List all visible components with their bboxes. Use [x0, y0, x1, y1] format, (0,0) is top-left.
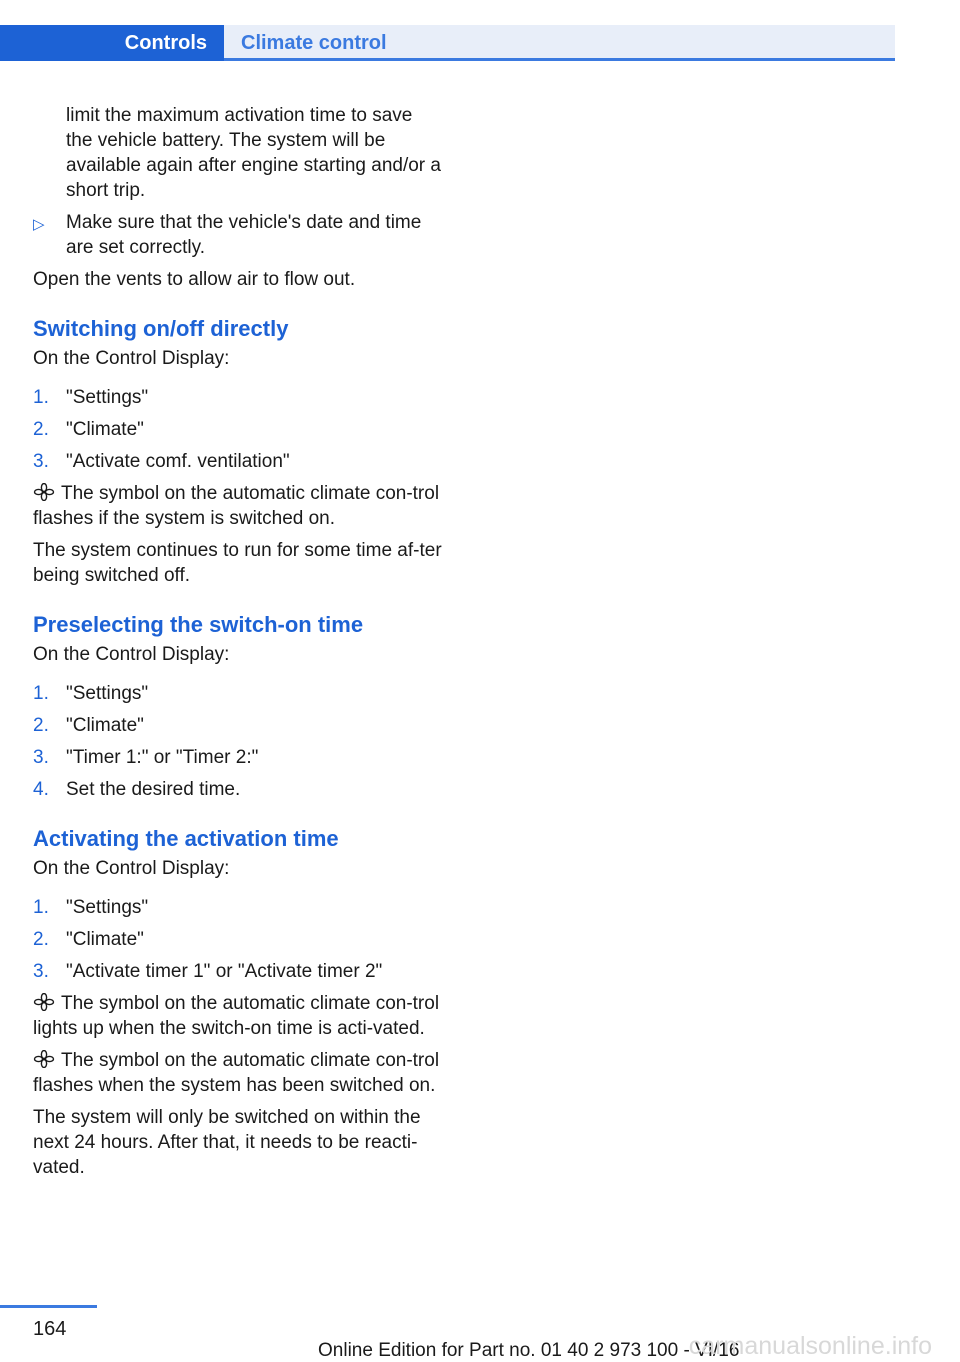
main-content — [33, 103, 443, 1187]
page-number: 164 — [33, 1318, 67, 1340]
icon-paragraph-text: The symbol on the automatic climate con-trol flashes when the system has been switched on. — [33, 1050, 440, 1096]
section-heading-activating: Activating the activation time — [33, 826, 339, 851]
step-number: 1. — [33, 683, 49, 704]
step-text: "Climate" — [66, 715, 144, 736]
section-intro: On the Control Display: — [33, 644, 230, 665]
step-text: "Activate comf. ventilation" — [66, 451, 290, 472]
continued-bullet-text: limit the maximum activation time to save the vehicle battery. The system will be available again after engine starting and/or a short trip. — [66, 105, 441, 201]
step-text: "Climate" — [66, 419, 144, 440]
icon-paragraph-text: The symbol on the automatic climate con-trol lights up when the switch-on time is acti-vated. — [33, 993, 440, 1039]
header-rule — [224, 58, 895, 61]
bullet-text: Make sure that the vehicle's date and time are set correctly. — [66, 212, 422, 258]
footer-rule — [0, 1305, 97, 1308]
fan-icon — [33, 993, 55, 1011]
triangle-right-icon: ▷ — [33, 216, 45, 233]
paragraph-note: The system continues to run for some time af-ter being switched off. — [33, 540, 442, 586]
fan-icon — [33, 1050, 55, 1068]
step-text: "Settings" — [66, 683, 149, 704]
icon-paragraph-text: The symbol on the automatic climate con-trol flashes if the system is switched on. — [33, 483, 440, 529]
step-text: "Settings" — [66, 387, 149, 408]
step-text: "Timer 1:" or "Timer 2:" — [66, 747, 259, 768]
numbered-list — [33, 681, 443, 802]
step-text: Set the desired time. — [66, 779, 241, 800]
bullet-item — [33, 210, 443, 260]
numbered-list — [33, 895, 443, 984]
list-item — [33, 417, 443, 442]
list-item — [33, 895, 443, 920]
list-item — [33, 681, 443, 706]
icon-paragraph — [33, 991, 443, 1041]
section-heading-switching: Switching on/off directly — [33, 316, 289, 341]
list-item — [33, 959, 443, 984]
step-text: "Settings" — [66, 897, 149, 918]
list-item — [33, 745, 443, 770]
step-number: 2. — [33, 419, 49, 440]
section-heading-preselecting: Preselecting the switch-on time — [33, 612, 364, 637]
step-number: 3. — [33, 961, 49, 982]
edition-text: Online Edition for Part no. 01 40 2 973 100 - VI/16 — [318, 1340, 740, 1361]
header-tab-controls: Controls — [0, 25, 224, 61]
list-item — [33, 713, 443, 738]
list-item — [33, 449, 443, 474]
step-number: 4. — [33, 779, 49, 800]
page-header — [0, 25, 895, 61]
list-item — [33, 777, 443, 802]
step-number: 2. — [33, 715, 49, 736]
step-number: 1. — [33, 897, 49, 918]
step-number: 3. — [33, 747, 49, 768]
list-item — [33, 385, 443, 410]
section-intro: On the Control Display: — [33, 858, 230, 879]
step-number: 1. — [33, 387, 49, 408]
step-text: "Climate" — [66, 929, 144, 950]
step-number: 3. — [33, 451, 49, 472]
paragraph-note: The system will only be switched on within the next 24 hours. After that, it needs to be reacti-vated. — [33, 1107, 421, 1178]
list-item — [33, 927, 443, 952]
watermark: carmanualsonline.info — [688, 1332, 932, 1360]
fan-icon — [33, 483, 55, 501]
icon-paragraph — [33, 1048, 443, 1098]
paragraph-vents: Open the vents to allow air to flow out. — [33, 269, 356, 290]
header-tab-climate-control: Climate control — [224, 25, 895, 61]
step-number: 2. — [33, 929, 49, 950]
icon-paragraph — [33, 481, 443, 531]
step-text: "Activate timer 1" or "Activate timer 2" — [66, 961, 383, 982]
section-intro: On the Control Display: — [33, 348, 230, 369]
numbered-list — [33, 385, 443, 474]
